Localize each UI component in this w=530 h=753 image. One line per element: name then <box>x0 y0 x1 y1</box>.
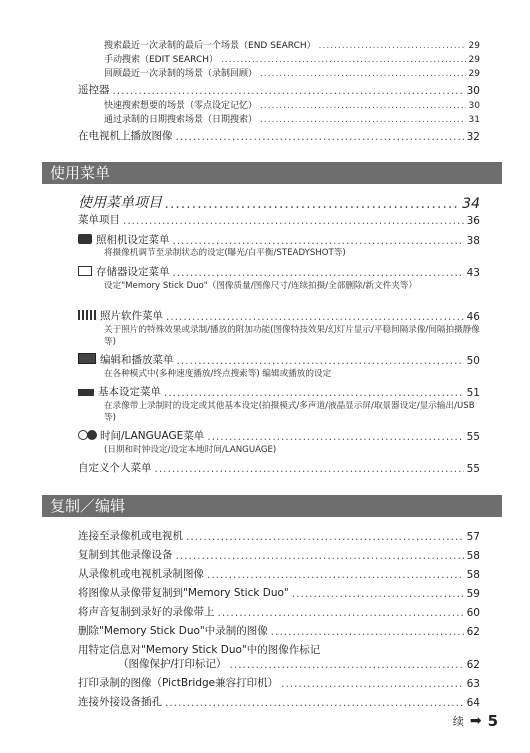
toc-entry-title: 用特定信息对"Memory Stick Duo"中的图像作标记 <box>78 644 321 656</box>
toc-entry-page: 30 <box>466 85 480 97</box>
leader-dots <box>186 531 464 543</box>
standard-set-icon <box>78 386 94 396</box>
toc-entry-page: 38 <box>466 235 480 247</box>
leader-dots <box>164 387 464 399</box>
toc-entry-page: 63 <box>466 678 480 690</box>
toc-entry-page: 59 <box>466 588 480 600</box>
leader-dots <box>113 85 464 97</box>
clock-icon <box>78 430 96 440</box>
toc-entry[interactable] <box>118 656 480 671</box>
toc-entry[interactable] <box>104 98 480 111</box>
toc-entry-page: 29 <box>468 55 480 65</box>
toc-entry-page: 30 <box>468 101 480 111</box>
leader-dots <box>173 267 464 279</box>
leader-dots <box>271 626 464 638</box>
toc-entry-page: 46 <box>466 311 480 323</box>
toc-entry-title: 通过录制的日期搜索场景（日期搜索） <box>104 115 258 125</box>
leader-dots <box>207 569 464 581</box>
toc-entry-page: 34 <box>462 196 480 212</box>
page-number: 5 <box>487 712 498 730</box>
toc-entry[interactable] <box>78 82 480 97</box>
toc-entry-page: 50 <box>466 355 480 367</box>
toc-entry-title: 将图像从录像带复制到"Memory Stick Duo" <box>78 587 289 599</box>
toc-entry-page: 62 <box>466 626 480 638</box>
toc-entry-page: 62 <box>466 659 480 671</box>
toc-entry-title: 基本设定菜单 <box>98 386 161 398</box>
toc-entry[interactable] <box>78 694 480 709</box>
toc-entry-lead[interactable] <box>78 192 480 212</box>
section-heading-menu: 使用菜单 <box>42 162 502 184</box>
leader-dots <box>260 115 466 125</box>
leader-dots <box>292 588 464 600</box>
picture-application-icon <box>78 310 96 320</box>
leader-dots <box>221 55 466 65</box>
leader-dots <box>281 678 463 690</box>
toc-entry-time-language[interactable] <box>78 428 480 443</box>
toc-entry-page: 60 <box>466 607 480 619</box>
toc-entry-title: （图像保护/打印标记） <box>118 658 227 670</box>
leader-dots <box>123 215 464 227</box>
toc-entry[interactable] <box>104 112 480 125</box>
toc-entry-page: 55 <box>466 431 480 443</box>
toc-entry-title: 时间/LANGUAGE菜单 <box>100 430 205 442</box>
toc-entry[interactable] <box>78 128 480 143</box>
toc-entry-page: 29 <box>468 69 480 79</box>
leader-dots <box>155 463 464 475</box>
toc-entry[interactable] <box>104 38 480 51</box>
edit-play-icon <box>78 353 96 364</box>
toc-entry-page: 55 <box>466 463 480 475</box>
toc-entry[interactable] <box>78 642 480 657</box>
leader-dots <box>165 697 464 709</box>
leader-dots <box>230 659 464 671</box>
toc-entry-title: 使用菜单项目 <box>78 195 162 211</box>
camera-settings-icon <box>78 234 92 244</box>
toc-entry-title: 删除"Memory Stick Duo"中录制的图像 <box>78 625 268 637</box>
leader-dots <box>260 69 466 79</box>
toc-entry-standard-set[interactable] <box>78 384 480 399</box>
toc-entry-title: 手动搜索（EDIT SEARCH） <box>104 55 219 65</box>
toc-entry[interactable] <box>78 585 480 600</box>
toc-entry-title: 复制到其他录像设备 <box>78 549 173 561</box>
toc-entry-description: 在录像带上录制时的设定或其他基本设定(拍摄模式/多声道/液晶显示屏/取景器设定/显示输出/USB等) <box>104 401 475 423</box>
toc-entry-title: 编辑和播放菜单 <box>100 354 174 366</box>
toc-entry-title: 照片软件菜单 <box>100 310 163 322</box>
toc-entry[interactable] <box>78 547 480 562</box>
leader-dots <box>165 196 459 212</box>
toc-entry-title: 遥控器 <box>78 84 110 96</box>
leader-dots <box>176 550 464 562</box>
toc-entry-picture-application[interactable] <box>78 308 480 323</box>
leader-dots <box>177 355 464 367</box>
toc-entry-title: 搜索最近一次录制的最后一个场景（END SEARCH） <box>104 41 316 51</box>
leader-dots <box>260 101 466 111</box>
toc-entry-title: 照相机设定菜单 <box>96 234 170 246</box>
page-footer <box>453 712 498 730</box>
toc-entry-title: 菜单项目 <box>78 214 120 226</box>
toc-entry-title: 将声音复制到录好的录像带上 <box>78 606 215 618</box>
leader-dots <box>173 235 464 247</box>
toc-entry-title: 快速搜索想要的场景（零点设定记忆） <box>104 101 258 111</box>
leader-dots <box>207 431 463 443</box>
toc-entry-title: 自定义个人菜单 <box>78 462 152 474</box>
leader-dots <box>319 41 466 51</box>
toc-entry-description: 关于照片的特殊效果或录制/播放的附加功能(图像特技效果/幻灯片显示/平稳间隔录像/间隔拍摄静像等) <box>104 325 480 347</box>
toc-entry[interactable] <box>78 604 480 619</box>
toc-entry-page: 51 <box>466 387 480 399</box>
toc-entry-memory-settings[interactable] <box>78 264 480 279</box>
continued-label: 续 <box>452 715 464 728</box>
toc-entry-page: 43 <box>466 267 480 279</box>
toc-entry-page: 29 <box>468 41 480 51</box>
toc-entry-title: 连接至录像机或电视机 <box>78 530 183 542</box>
leader-dots <box>218 607 464 619</box>
toc-entry-page: 64 <box>466 697 480 709</box>
toc-entry-title: 存储器设定菜单 <box>96 266 170 278</box>
toc-entry-description: 在各种模式中(多种速度播放/终点搜索等) 编辑或播放的设定 <box>104 369 332 379</box>
leader-dots <box>176 131 464 143</box>
toc-entry-title: 连接外接设备插孔 <box>78 696 162 708</box>
toc-entry-page: 31 <box>468 115 480 125</box>
toc-entry-edit-play[interactable] <box>78 352 480 367</box>
toc-entry-title: 打印录制的图像（PictBridge兼容打印机） <box>78 677 279 689</box>
toc-entry-title: 从录像机或电视机录制图像 <box>78 568 204 580</box>
toc-entry[interactable] <box>78 212 480 227</box>
toc-entry-page: 57 <box>466 531 480 543</box>
toc-entry-page: 58 <box>466 550 480 562</box>
toc-entry-page: 58 <box>466 569 480 581</box>
toc-entry-description: 将摄像机调节至录制状态的设定(曝光/白平衡/STEADYSHOT等) <box>104 248 346 258</box>
toc-entry[interactable] <box>78 566 480 581</box>
toc-entry-description: (日期和时钟设定/设定本地时间/LANGUAGE) <box>104 445 277 455</box>
toc-entry-camera-settings[interactable] <box>78 232 480 247</box>
toc-entry-title: 回顾最近一次录制的场景（录制回顾） <box>104 69 258 79</box>
toc-entry[interactable] <box>104 52 480 65</box>
toc-entry[interactable] <box>78 528 480 543</box>
toc-entry-title: 在电视机上播放图像 <box>78 130 173 142</box>
toc-entry[interactable] <box>78 675 480 690</box>
section-heading-dubbing: 复制／编辑 <box>42 495 502 517</box>
arrow-right-icon: ➡ <box>469 713 482 729</box>
memory-settings-icon <box>78 266 92 276</box>
toc-entry[interactable] <box>78 623 480 638</box>
toc-entry[interactable] <box>78 460 480 475</box>
toc-entry[interactable] <box>104 66 480 79</box>
toc-entry-page: 32 <box>466 131 480 143</box>
toc-entry-description: 设定"Memory Stick Duo"（图像质量/图像尺寸/连续拍摄/全部删除/新文件夹等） <box>104 281 417 291</box>
leader-dots <box>166 311 464 323</box>
toc-entry-page: 36 <box>466 215 480 227</box>
